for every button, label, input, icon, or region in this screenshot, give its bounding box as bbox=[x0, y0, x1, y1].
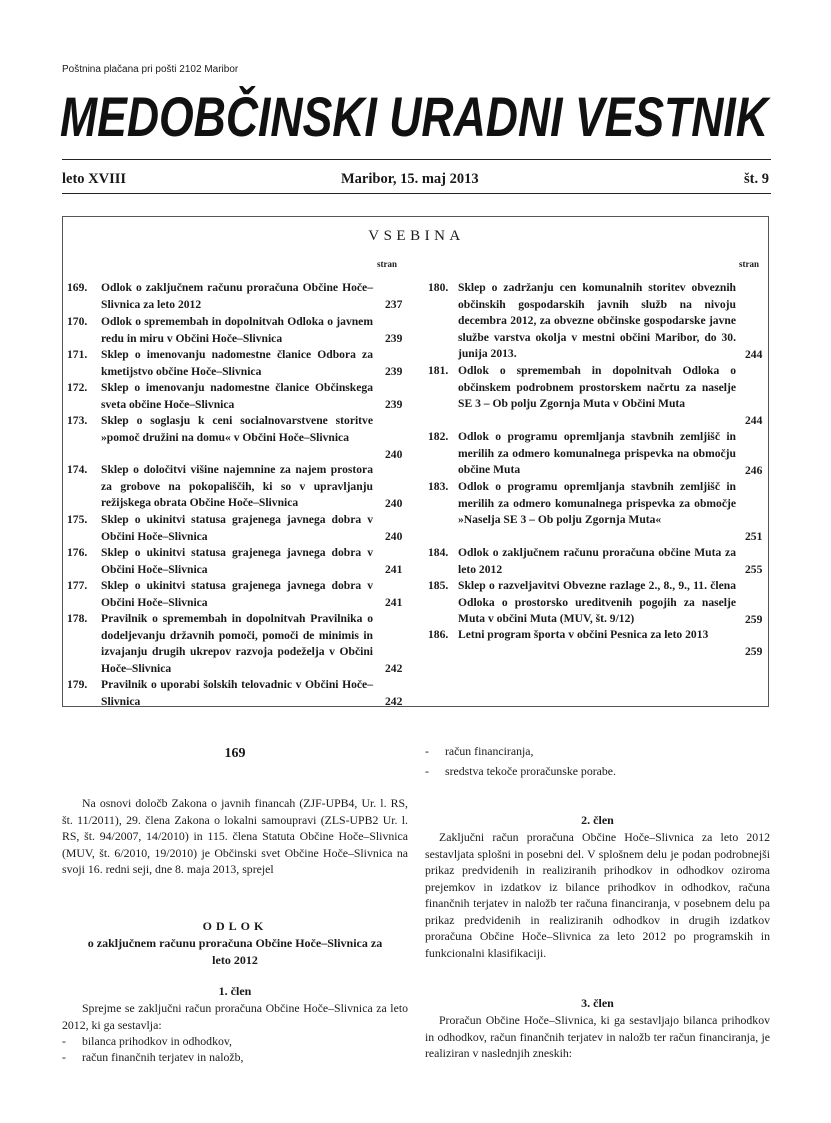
header-rule-top bbox=[62, 159, 771, 160]
toc-strana-left: stran bbox=[377, 259, 397, 269]
toc-item-171[interactable] bbox=[67, 347, 407, 380]
toc-item-number: 171. bbox=[67, 348, 88, 361]
toc-item-178[interactable] bbox=[67, 611, 407, 677]
toc-item-177[interactable] bbox=[67, 578, 407, 611]
list-dash: - bbox=[425, 744, 429, 758]
toc-item-page: 239 bbox=[385, 364, 403, 378]
toc-item-page: 239 bbox=[385, 331, 403, 345]
toc-item-title: Odlok o spremembah in dopolnitvah Odloka o občinskem podrobnem prostorskem načrtu za naselje SE 3 – Ob polju Zgornja Muta v Občini Muta bbox=[458, 364, 736, 410]
toc-strana-right: stran bbox=[739, 259, 759, 269]
toc-item-number: 178. bbox=[67, 612, 88, 625]
toc-item-page: 242 bbox=[385, 661, 403, 675]
article-number: 169 bbox=[224, 746, 246, 761]
toc-item-page: 255 bbox=[745, 562, 763, 576]
toc-item-number: 186. bbox=[428, 628, 449, 641]
toc-item-title: Sklep o imenovanju nadomestne članice Odbora za kmetijstvo občine Hoče–Slivnica bbox=[101, 348, 373, 378]
toc-item-title: Sklep o določitvi višine najemnine za najem prostora za grobove na pokopališčih, ki so v upravljanju režijskega obrata Občine Hoče–Slivnica bbox=[101, 463, 373, 509]
issue-year: leto XVIII bbox=[62, 171, 127, 187]
clen3-title: 3. člen bbox=[581, 996, 614, 1010]
toc-item-181[interactable] bbox=[428, 363, 768, 429]
toc-item-183[interactable] bbox=[428, 479, 768, 545]
toc-item-page: 240 bbox=[385, 447, 403, 461]
toc-item-179[interactable] bbox=[67, 677, 407, 710]
list-dash: - bbox=[425, 764, 429, 778]
toc-item-title: Sklep o zadržanju cen komunalnih storitev obveznih občinskih gospodarskih javnih služb na nivoju decembra 2012, za obvezne občinske gospodarske javne službe varstva okolja v mestni občini Maribor, do 30. junija 2013. bbox=[458, 281, 736, 360]
masthead-title: MEDOBČINSKI URADNI VESTNIK bbox=[60, 86, 771, 146]
toc-item-title: Sklep o ukinitvi statusa grajenega javnega dobra v Občini Hoče–Slivnica bbox=[101, 513, 373, 543]
toc-item-180[interactable] bbox=[428, 280, 768, 363]
toc-item-title: Odlok o programu opremljanja stavbnih zemljišč in merilih za odmero komunalnega prispevka za območje »Naselja SE 3 – Ob polju Zgornja Muta« bbox=[458, 480, 736, 526]
toc-item-page: 244 bbox=[745, 347, 763, 361]
toc-item-173[interactable] bbox=[67, 413, 407, 463]
toc-item-186[interactable] bbox=[428, 627, 768, 660]
toc-item-title: Sklep o imenovanju nadomestne članice Občinskega sveta občine Hoče–Slivnica bbox=[101, 381, 373, 411]
toc-item-number: 185. bbox=[428, 579, 449, 592]
toc-item-title: Sklep o razveljavitvi Obvezne razlage 2., 8., 9., 11. člena Odloka o prostorsko ureditvenih pogojih za naselje Muta v občini Muta (MUV, št. 9/12) bbox=[458, 579, 736, 625]
postage-note: Poštnina plačana pri pošti 2102 Maribor bbox=[62, 64, 239, 75]
toc-item-172[interactable] bbox=[67, 380, 407, 413]
toc-item-182[interactable] bbox=[428, 429, 768, 479]
toc-item-174[interactable] bbox=[67, 462, 407, 512]
toc-item-page: 259 bbox=[745, 644, 763, 658]
toc-item-number: 170. bbox=[67, 315, 88, 328]
clen1-title: 1. člen bbox=[218, 984, 252, 998]
list-item-text: sredstva tekoče proračunske porabe. bbox=[445, 764, 616, 778]
toc-item-number: 176. bbox=[67, 546, 88, 559]
toc-item-number: 169. bbox=[67, 281, 88, 294]
clen2-text: Zaključni račun proračuna Občine Hoče–Slivnica za leto 2012 sestavljata splošni in posebni del. V splošnem delu je podan podrobnejši prikaz predvidenih in realiziranih prihodkov in odhodkov oziroma prejemkov in izdatkov iz bilance prihodkov in odhodkov, računa finančnih terjatev in naložb ter računa financiranja, v posebnem delu pa prikaz predvidenih in realiziranih odhodkov in drugih izdatkov proračuna Občine Hoče–Slivnica za leto 2012 po programskih in funkcionalni klasifikaciji. bbox=[425, 830, 770, 960]
clen1-intro: Sprejme se zaključni račun proračuna Občine Hoče–Slivnica za leto 2012, ki ga sestavlja: bbox=[62, 1001, 408, 1032]
toc-item-page: 240 bbox=[385, 496, 403, 510]
toc-item-title: Sklep o soglasju k ceni socialnovarstvene storitve »pomoč družini na domu« v Občini Hoče–Slivnica bbox=[101, 414, 373, 444]
list-dash: - bbox=[62, 1050, 66, 1064]
header-rule-bottom bbox=[62, 193, 771, 194]
toc-item-number: 179. bbox=[67, 678, 88, 691]
toc-item-175[interactable] bbox=[67, 512, 407, 545]
toc-item-page: 241 bbox=[385, 562, 403, 576]
toc-item-title: Odlok o zaključnem računu proračuna Občine Hoče–Slivnica za leto 2012 bbox=[101, 281, 373, 311]
toc-item-number: 180. bbox=[428, 281, 449, 294]
article-preamble: Na osnovi določb Zakona o javnih financah (ZJF-UPB4, Ur. l. RS, št. 11/2011), 29. člena Zakona o lokalni samoupravi (ZLS-UPB2 Ur. l. RS, št. 94/2007, 14/2010) in 115. člena Statuta Občine Hoče–Slivnica (MUV, št. 6/2010, 19/2010) je Občinski svet Občine Hoče–Slivnica na svoji 16. redni seji, dne 8. maja 2013, sprejel bbox=[62, 796, 408, 876]
clen3-text: Proračun Občine Hoče–Slivnica, ki ga sestavljajo bilanca prihodkov in odhodkov, račun finančnih terjatev in naložb ter račun financiranja, je realiziran v naslednjih zneskih: bbox=[425, 1013, 770, 1060]
toc-item-185[interactable] bbox=[428, 578, 768, 628]
toc-item-page: 246 bbox=[745, 463, 763, 477]
toc-item-page: 240 bbox=[385, 529, 403, 543]
toc-item-184[interactable] bbox=[428, 545, 768, 578]
toc-item-170[interactable] bbox=[67, 314, 407, 347]
toc-item-page: 242 bbox=[385, 694, 403, 708]
toc-item-page: 239 bbox=[385, 397, 403, 411]
toc-item-title: Sklep o ukinitvi statusa grajenega javnega dobra v Občini Hoče–Slivnica bbox=[101, 546, 373, 576]
masthead bbox=[60, 86, 772, 146]
toc-item-title: Odlok o programu opremljanja stavbnih zemljišč in merilih za odmero komunalnega prispevka na območju občine Muta bbox=[458, 430, 736, 476]
issue-place-date: Maribor, 15. maj 2013 bbox=[341, 171, 479, 187]
toc-item-title: Letni program športa v občini Pesnica za leto 2013 bbox=[458, 628, 709, 641]
toc-item-176[interactable] bbox=[67, 545, 407, 578]
toc-title: VSEBINA bbox=[368, 228, 465, 244]
toc-box bbox=[62, 216, 769, 707]
article-heading: ODLOK bbox=[202, 919, 268, 933]
toc-item-number: 175. bbox=[67, 513, 88, 526]
clen2-title: 2. člen bbox=[581, 813, 614, 827]
toc-item-title: Sklep o ukinitvi statusa grajenega javnega dobra v Občini Hoče–Slivnica bbox=[101, 579, 373, 609]
list-dash: - bbox=[62, 1034, 66, 1048]
toc-item-number: 174. bbox=[67, 463, 88, 476]
toc-item-page: 259 bbox=[745, 612, 763, 626]
toc-item-page: 237 bbox=[385, 297, 403, 311]
toc-item-number: 181. bbox=[428, 364, 449, 377]
toc-item-number: 177. bbox=[67, 579, 88, 592]
list-item-text: bilanca prihodkov in odhodkov, bbox=[82, 1034, 232, 1048]
toc-item-number: 183. bbox=[428, 480, 449, 493]
toc-item-number: 172. bbox=[67, 381, 88, 394]
toc-item-title: Pravilnik o uporabi šolskih telovadnic v Občini Hoče–Slivnica bbox=[101, 678, 373, 708]
toc-item-number: 184. bbox=[428, 546, 449, 559]
toc-item-page: 244 bbox=[745, 413, 763, 427]
toc-item-title: Odlok o spremembah in dopolnitvah Odloka o javnem redu in miru v Občini Hoče–Slivnica bbox=[101, 315, 373, 345]
toc-item-number: 173. bbox=[67, 414, 88, 427]
toc-item-number: 182. bbox=[428, 430, 449, 443]
toc-item-title: Odlok o zaključnem računu proračuna občine Muta za leto 2012 bbox=[458, 546, 736, 576]
toc-item-page: 241 bbox=[385, 595, 403, 609]
toc-item-title: Pravilnik o spremembah in dopolnitvah Pravilnika o dodeljevanju državnih pomoči, pomoči de minimis in izvajanju drugih ukrepov razvoja podeželja v Občini Hoče–Slivnica bbox=[101, 612, 373, 675]
article-subheading: o zaključnem računu proračuna Občine Hoče–Slivnica za leto 2012 bbox=[87, 936, 383, 967]
list-item-text: račun finančnih terjatev in naložb, bbox=[82, 1050, 244, 1064]
list-item-text: račun financiranja, bbox=[445, 744, 534, 758]
toc-item-page: 251 bbox=[745, 529, 763, 543]
issue-number: št. 9 bbox=[744, 171, 769, 187]
toc-item-169[interactable] bbox=[67, 280, 407, 313]
